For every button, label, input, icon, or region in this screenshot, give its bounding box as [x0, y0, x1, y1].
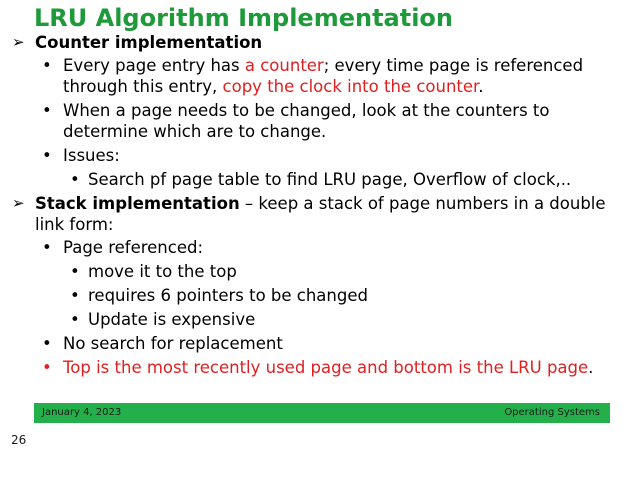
bullet-icon: •	[70, 262, 80, 281]
bullet-icon: •	[70, 286, 80, 305]
arrow-bullet-icon: ➢	[12, 194, 25, 212]
stack-bullet-3	[10, 357, 625, 378]
bullet-icon: •	[42, 358, 52, 377]
arrow-bullet-icon: ➢	[12, 33, 25, 51]
stack-sub-bullet-2-text: requires 6 pointers to be changed	[88, 286, 368, 305]
stack-bullet-3-emphasis: Top is the most recently used page and bottom is the LRU page	[63, 358, 589, 377]
stack-sub-bullet-3	[10, 309, 625, 330]
counter-heading	[10, 32, 625, 53]
stack-bullet-2	[10, 333, 625, 354]
bullet-icon: •	[70, 170, 80, 189]
stack-bullet-1-text: Page referenced:	[63, 238, 204, 257]
footer-bar	[34, 403, 610, 423]
bullet-icon: •	[42, 56, 52, 75]
counter-bullet-3-text: Issues:	[63, 146, 120, 165]
counter-bullet-1-emphasis-a: a counter	[244, 56, 324, 75]
stack-bullet-1	[10, 237, 625, 258]
bullet-icon: •	[42, 101, 52, 120]
counter-bullet-1	[10, 55, 625, 97]
bullet-icon: •	[70, 310, 80, 329]
counter-bullet-1-text-b: ; every time page is referenced through this entry,	[63, 56, 584, 96]
stack-sub-bullet-3-text: Update is expensive	[88, 310, 256, 329]
stack-bullet-3-tail: .	[588, 358, 594, 377]
stack-bullet-2-text: No search for replacement	[63, 334, 283, 353]
counter-heading-text: Counter implementation	[35, 33, 263, 52]
slide-body	[10, 32, 625, 381]
counter-bullet-2-text: When a page needs to be changed, look at the counters to determine which are to change.	[63, 101, 550, 141]
counter-bullet-2	[10, 100, 625, 142]
stack-heading-text: Stack implementation	[35, 194, 240, 213]
stack-sub-bullet-1-text: move it to the top	[88, 262, 237, 281]
slide-title: LRU Algorithm Implementation	[34, 4, 454, 32]
footer-date: January 4, 2023	[42, 407, 122, 418]
footer-subject: Operating Systems	[504, 407, 600, 418]
counter-sub-bullet-1	[10, 169, 625, 190]
counter-bullet-1-emphasis-b: copy the clock into the counter	[222, 77, 479, 96]
stack-sub-bullet-2	[10, 285, 625, 306]
bullet-icon: •	[42, 334, 52, 353]
bullet-icon: •	[42, 238, 52, 257]
bullet-icon: •	[42, 146, 52, 165]
counter-bullet-1-text-c: .	[478, 77, 484, 96]
counter-sub-bullet-1-text: Search pf page table to find LRU page, Overflow of clock,..	[88, 170, 572, 189]
counter-bullet-3	[10, 145, 625, 166]
stack-sub-bullet-1	[10, 261, 625, 282]
stack-heading-rest: – keep a stack of page numbers in a double link form:	[35, 194, 606, 234]
counter-bullet-1-text-a: Every page entry has	[63, 56, 245, 75]
stack-heading	[10, 193, 625, 235]
page-number: 26	[11, 433, 27, 447]
